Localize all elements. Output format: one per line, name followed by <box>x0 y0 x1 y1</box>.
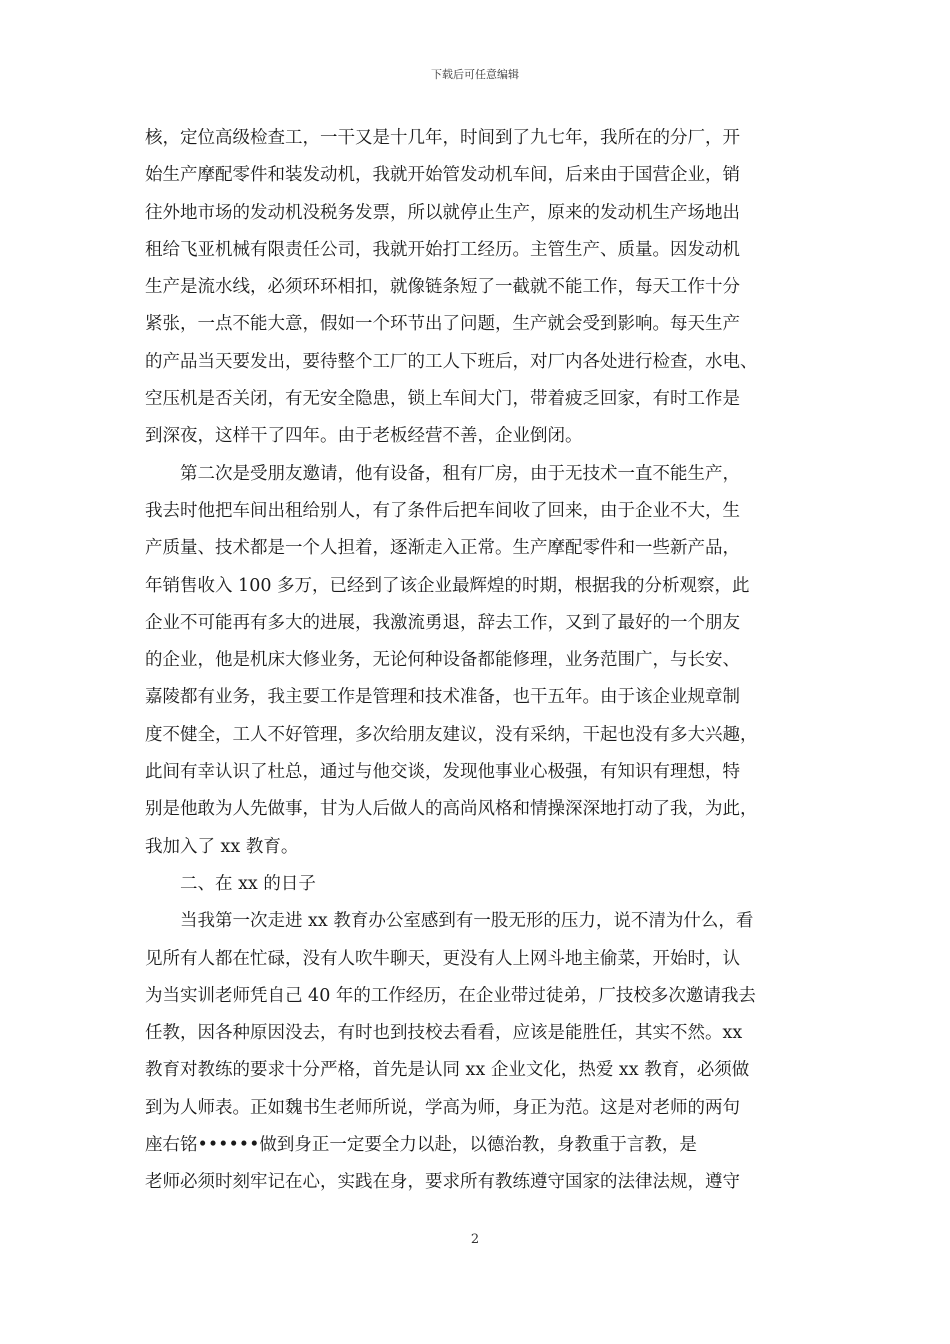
body-line: 到为人师表。正如魏书生老师所说，学高为师，身正为范。这是对老师的两句 <box>145 1097 740 1118</box>
body-line: 任教，因各种原因没去，有时也到技校去看看，应该是能胜任，其实不然。xx <box>145 1023 743 1044</box>
body-line: 度不健全，工人不好管理，多次给朋友建议，没有采纳，干起也没有多大兴趣， <box>145 724 758 745</box>
body-line: 老师必须时刻牢记在心，实践在身，要求所有教练遵守国家的法律法规，遵守 <box>145 1172 740 1193</box>
body-line: 此间有幸认识了杜总，通过与他交谈，发现他事业心极强，有知识有理想，特 <box>145 762 740 783</box>
body-line: 到深夜，这样干了四年。由于老板经营不善，企业倒闭。 <box>145 426 583 447</box>
body-line: 核，定位高级检查工，一干又是十几年，时间到了九七年，我所在的分厂，开 <box>145 128 740 148</box>
body-line: 我去时他把车间出租给别人，有了条件后把车间收了回来，由于企业不大，生 <box>145 500 740 521</box>
document-body <box>145 120 825 1202</box>
body-line: 别是他敢为人先做事，甘为人后做人的高尚风格和情操深深地打动了我，为此， <box>145 799 758 820</box>
body-line: 的产品当天要发出，要待整个工厂的工人下班后，对厂内各处进行检查，水电、 <box>145 351 758 372</box>
body-line: 我加入了 xx 教育。 <box>145 836 299 857</box>
body-line: 教育对教练的要求十分严格，首先是认同 xx 企业文化，热爱 xx 教育，必须做 <box>145 1060 750 1081</box>
page-number: 2 <box>470 1232 480 1247</box>
body-line: 为当实训老师凭自己 40 年的工作经历，在企业带过徒弟，厂技校多次邀请我去 <box>145 985 756 1006</box>
body-line: 嘉陵都有业务，我主要工作是管理和技术准备，也干五年。由于该企业规章制 <box>145 687 740 708</box>
body-line: 产质量、技术都是一个人担着，逐渐走入正常。生产摩配零件和一些新产品， <box>145 538 740 559</box>
body-line: 生产是流水线，必须环环相扣，就像链条短了一截就不能工作，每天工作十分 <box>145 277 740 298</box>
body-line: 企业不可能再有多大的进展，我激流勇退，辞去工作，又到了最好的一个朋友 <box>145 612 740 633</box>
body-line: 租给飞亚机械有限责任公司，我就开始打工经历。主管生产、质量。因发动机 <box>145 239 740 260</box>
page-header: 下载后可任意编辑 <box>431 68 519 81</box>
body-line: 年销售收入 100 多万，已经到了该企业最辉煌的时期，根据我的分析观察，此 <box>145 575 750 596</box>
paragraph-start-line: 第二次是受朋友邀请，他有设备，租有厂房，由于无技术一直不能生产， <box>180 463 740 484</box>
paragraph-start-line: 当我第一次走进 xx 教育办公室感到有一股无形的压力，说不清为什么，看 <box>180 911 754 932</box>
section-heading: 二、在 xx 的日子 <box>180 873 316 894</box>
body-line: 见所有人都在忙碌，没有人吹牛聊天，更没有人上网斗地主偷菜，开始时，认 <box>145 948 740 969</box>
body-line: 的企业，他是机床大修业务，无论何种设备都能修理，业务范围广，与长安、 <box>145 650 740 671</box>
body-line: 座右铭••••••做到身正一定要全力以赴，以德治教，身教重于言教，是 <box>145 1135 697 1156</box>
body-line: 往外地市场的发动机没税务发票，所以就停止生产，原来的发动机生产场地出 <box>145 202 740 223</box>
body-line: 紧张，一点不能大意，假如一个环节出了问题，生产就会受到影响。每天生产 <box>145 314 740 335</box>
body-line: 始生产摩配零件和装发动机，我就开始管发动机车间，后来由于国营企业，销 <box>145 165 740 186</box>
body-line: 空压机是否关闭，有无安全隐患，锁上车间大门，带着疲乏回家，有时工作是 <box>145 389 740 410</box>
